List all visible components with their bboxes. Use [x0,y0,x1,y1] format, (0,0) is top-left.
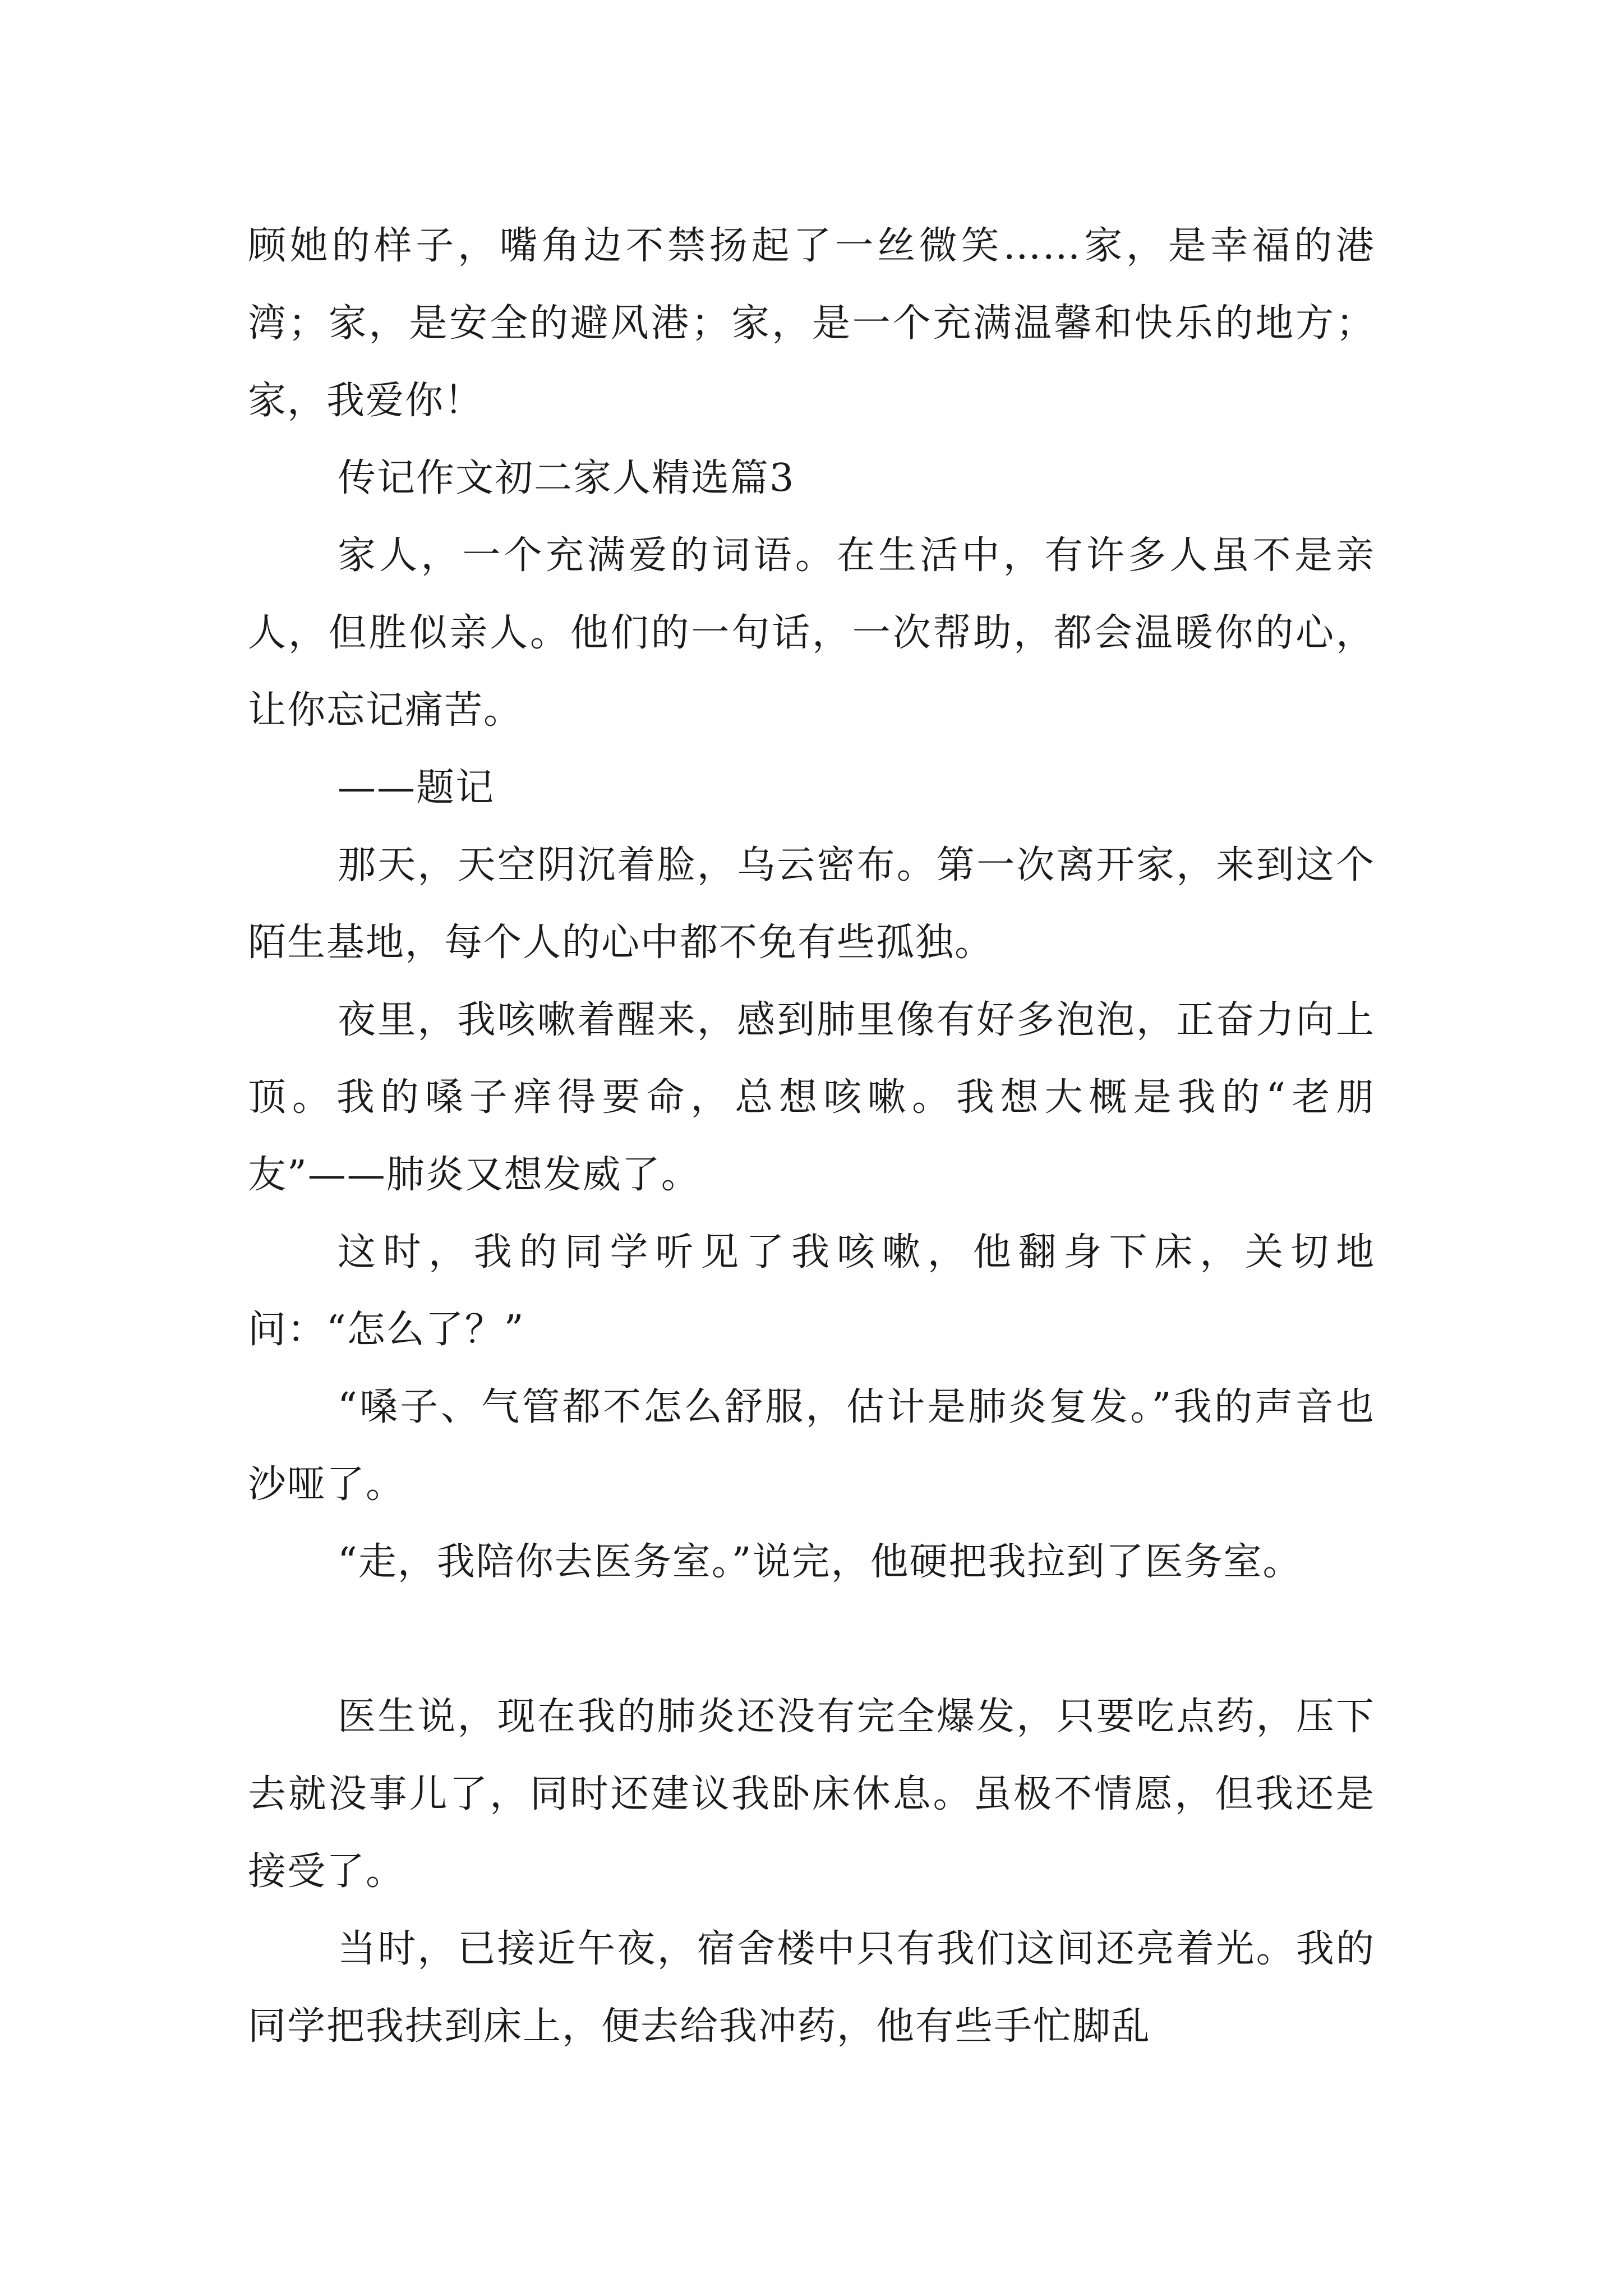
paragraph-7: “走，我陪你去医务室。”说完，他硬把我拉到了医务室。 [338,1540,1302,1584]
paragraph-3: 那天，天空阴沉着脸，乌云密布。第一次离开家，来到这个陌生基地，每个人的心中都不免有些孤独。 [248,843,1375,965]
paragraph-5: 这时，我的同学听见了我咳嗽，他翻身下床，关切地问：“怎么了？” [248,1230,1375,1352]
paragraph-2: 家人，一个充满爱的词语。在生活中，有许多人虽不是亲人，但胜似亲人。他们的一句话，一次帮助，都会温暖你的心，让你忘记痛苦。 [248,533,1375,733]
section-heading: 传记作文初二家人精选篇3 [338,456,795,500]
epigraph-attribution: ——题记 [338,766,495,810]
paragraph-9: 当时，已接近午夜，宿舍楼中只有我们这间还亮着光。我的同学把我扶到床上，便去给我冲药，他有些手忙脚乱 [248,1927,1375,2049]
paragraph-8: 医生说，现在我的肺炎还没有完全爆发，只要吃点药，压下去就没事儿了，同时还建议我卧床休息。虽极不情愿，但我还是接受了。 [248,1695,1375,1894]
paragraph-6: “嗓子、气管都不怎么舒服，估计是肺炎复发。”我的声音也沙哑了。 [248,1385,1375,1507]
paragraph-4: 夜里，我咳嗽着醒来，感到肺里像有好多泡泡，正奋力向上顶。我的嗓子痒得要命，总想咳嗽。我想大概是我的“老朋友”——肺炎又想发威了。 [248,998,1375,1197]
paragraph-1: 顾她的样子，嘴角边不禁扬起了一丝微笑……家，是幸福的港湾；家，是安全的避风港；家，是一个充满温馨和快乐的地方；家，我爱你！ [248,224,1375,423]
